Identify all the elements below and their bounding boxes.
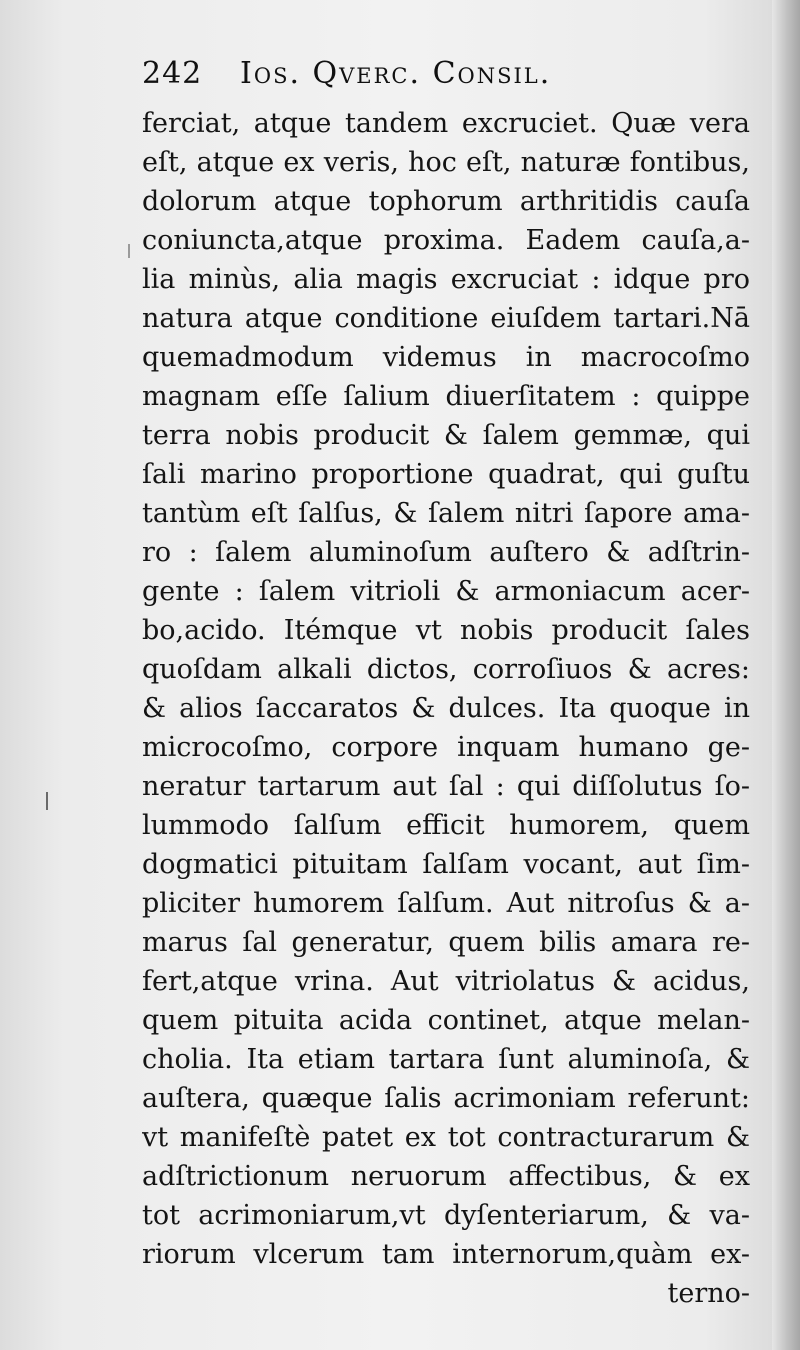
- text-line: microcoſmo, corpore inquam humano ge-: [142, 732, 750, 763]
- text-line: natura atque conditione eiuſdem tartari.Nā: [142, 303, 750, 334]
- text-line: gente : ſalem vitrioli & armoniacum acer-: [142, 576, 750, 607]
- text-line: ſali marino proportione quadrat, qui guſtu: [142, 459, 750, 490]
- running-header: [142, 56, 762, 100]
- body-text: [142, 104, 750, 1313]
- text-line: fert,atque vrina. Aut vitriolatus & acidus,: [142, 966, 750, 997]
- text-line: magnam eſſe ſalium diuerſitatem : quippe: [142, 381, 750, 412]
- text-line: coniuncta,atque proxima. Eadem cauſa,a-: [142, 225, 750, 256]
- text-line: quem pituita acida continet, atque melan-: [142, 1005, 750, 1036]
- text-line: lia minùs, alia magis excruciat : idque pro: [142, 264, 750, 295]
- text-line: dogmatici pituitam ſalſam vocant, aut ſim-: [142, 849, 750, 880]
- text-line: quoſdam alkali dictos, corroſiuos & acres:: [142, 654, 750, 685]
- text-line: auſtera, quæque ſalis acrimoniam referunt:: [142, 1083, 750, 1114]
- text-line: vt manifeſtè patet ex tot contracturarum &: [142, 1122, 750, 1153]
- running-head-title: Ios. Qverc. Consil.: [240, 56, 552, 91]
- text-line: ro : ſalem aluminoſum auſtero & adſtrin-: [142, 537, 750, 568]
- text-line: riorum vlcerum tam internorum,quàm ex-: [142, 1239, 750, 1270]
- page-edge-shadow: [772, 0, 800, 1350]
- text-line: pliciter humorem ſalſum. Aut nitroſus & a-: [142, 888, 750, 919]
- text-line: lummodo ſalſum efficit humorem, quem: [142, 810, 750, 841]
- page-number: 242: [142, 56, 203, 91]
- text-line: adſtrictionum neruorum affectibus, & ex: [142, 1161, 750, 1192]
- margin-ink-mark: [46, 792, 48, 810]
- text-line: dolorum atque tophorum arthritidis cauſa: [142, 186, 750, 217]
- catchword: terno-: [667, 1278, 750, 1309]
- text-line: bo,acido. Itémque vt nobis producit ſales: [142, 615, 750, 646]
- text-line: ferciat, atque tandem excruciet. Quæ vera: [142, 108, 750, 139]
- text-line: tantùm eſt ſalſus, & ſalem nitri ſapore ama-: [142, 498, 750, 529]
- text-line: neratur tartarum aut ſal : qui diſſolutus ſo-: [142, 771, 750, 802]
- text-line: marus ſal generatur, quem bilis amara re-: [142, 927, 750, 958]
- text-line: cholia. Ita etiam tartara ſunt aluminoſa, &: [142, 1044, 750, 1075]
- text-line: eſt, atque ex veris, hoc eſt, naturæ fontibus,: [142, 147, 750, 178]
- text-line: & alios ſaccaratos & dulces. Ita quoque in: [142, 693, 750, 724]
- text-line: quemadmodum videmus in macrocoſmo: [142, 342, 750, 373]
- text-line: tot acrimoniarum,vt dyſenteriarum, & va-: [142, 1200, 750, 1231]
- margin-ink-mark: [128, 244, 130, 258]
- text-line: terra nobis producit & ſalem gemmæ, qui: [142, 420, 750, 451]
